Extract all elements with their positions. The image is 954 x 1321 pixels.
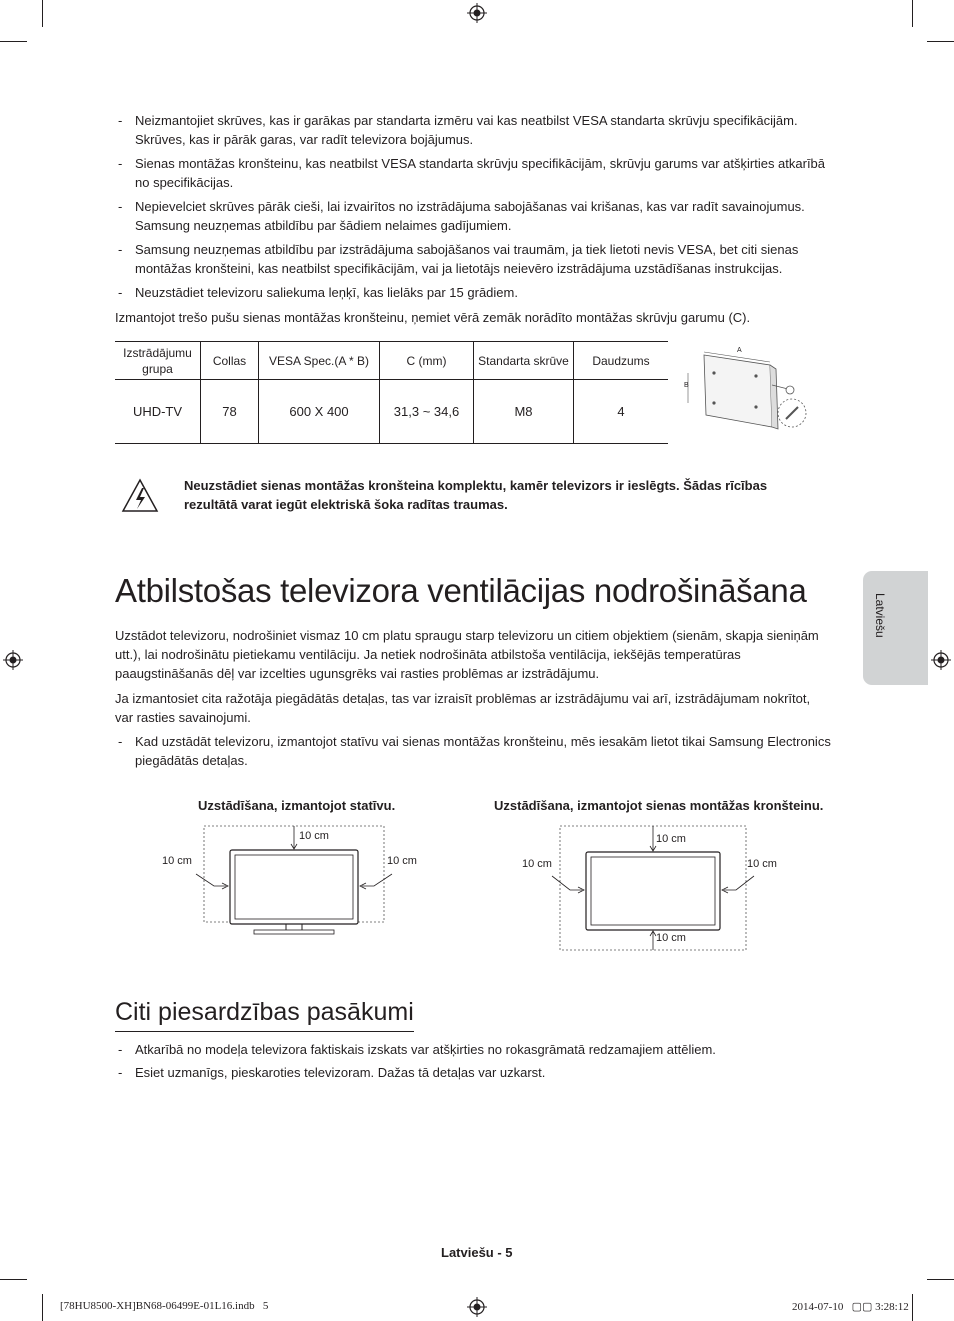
wall-ventilation-diagram xyxy=(520,820,790,955)
table-header-cell: Daudzums xyxy=(574,342,669,380)
gap-label: 10 cm xyxy=(656,833,686,845)
table-cell: 78 xyxy=(201,380,259,444)
crop-mark xyxy=(912,1294,913,1321)
list-item: - Samsung neuzņemas atbildību par izstrādājuma sabojāšanos vai traumām, ja tiek lietoti nevis VESA, bet citi sienas montāžas kronšteini, kas neatbilst specifikācijām, vai ja lietotājs neievēro izstrādājuma uzstādīšanas instrukcijas. xyxy=(118,240,838,278)
table-header-cell: Izstrādājumu grupa xyxy=(115,342,201,380)
gap-label: 10 cm xyxy=(162,855,192,867)
wall-mount-diagram xyxy=(680,343,815,438)
diagram-label-b: B xyxy=(684,382,689,389)
crop-mark xyxy=(0,41,27,42)
table-cell: 4 xyxy=(574,380,669,444)
ventilation-paragraph: Ja izmantosiet cita ražotāja piegādātās detaļas, tas var izraisīt problēmas ar izstrādājumu vai arī, izstrādājumam nokrītot, var rasties savainojumi. xyxy=(115,691,811,725)
crop-mark xyxy=(0,1279,27,1280)
page-number: Latviešu - 5 xyxy=(441,1245,513,1260)
list-item: - Neizmantojiet skrūves, kas ir garākas par standarta izmēru vai kas neatbilst VESA standarta skrūvju specifikācijām. Skrūves, kas ir pārāk garas, var radīt televizora bojājumus. xyxy=(118,111,838,149)
list-item-text: Esiet uzmanīgs, pieskaroties televizoram. Dažas tā detaļas var uzkarst. xyxy=(135,1065,546,1080)
registration-mark-icon xyxy=(3,650,23,670)
stand-ventilation-diagram xyxy=(160,820,430,945)
gap-label: 10 cm xyxy=(656,932,686,944)
ventilation-paragraph: Uzstādot televizoru, nodrošiniet vismaz 10 cm platu spraugu starp televizoru un citiem objektiem (sienām, skapja sieniņām utt.), lai nodrošinātu pietiekamu ventilāciju. Ja netiek nodrošināta atbilstoša ventilācija, iekšējās temperatūras paaugstināšanās dēļ var izcelties ugunsgrēks vai rasties problēmas ar izstrādājumu. xyxy=(115,628,819,681)
warning-shock-icon xyxy=(121,478,159,513)
section-title: Citi piesardzības pasākumi xyxy=(115,998,414,1032)
crop-mark xyxy=(42,0,43,27)
caption-stand: Uzstādīšana, izmantojot statīvu. xyxy=(198,798,396,813)
table-header-cell: Collas xyxy=(201,342,259,380)
list-item-text: Nepievelciet skrūves pārāk cieši, lai izvairītos no izstrādājuma sabojāšanas vai krišanas, kas var radīt savainojumus. Samsung neuzņemas atbildību par šādiem nelaimes gadījumiem. xyxy=(135,199,805,233)
crop-mark xyxy=(912,0,913,27)
list-item-text: Sienas montāžas kronšteinu, kas neatbilst VESA standarta skrūvju specifikācijām, skrūvju garums var atšķirties atkarībā no specifikācijas. xyxy=(135,156,826,190)
table-cell: M8 xyxy=(474,380,574,444)
warning-text: Neuzstādiet sienas montāžas kronšteina komplektu, kamēr televizors ir ieslēgts. Šādas rīcības rezultātā varat iegūt elektriskā šoka radītas traumas. xyxy=(184,478,768,512)
gap-label: 10 cm xyxy=(387,855,417,867)
list-item: - Atkarībā no modeļa televizora faktiskais izskats var atšķirties no rokasgrāmatā redzamajiem attēliem. xyxy=(118,1040,838,1059)
list-item: - Kad uzstādāt televizoru, izmantojot statīvu vai sienas montāžas kronšteinu, mēs iesakām lietot tikai Samsung Electronics piegādātās detaļas. xyxy=(118,732,838,770)
diagram-label-a: A xyxy=(737,347,742,354)
table-row xyxy=(115,380,668,444)
list-item: - Sienas montāžas kronšteinu, kas neatbilst VESA standarta skrūvju specifikācijām, skrūvju garums var atšķirties atkarībā no specifikācijas. xyxy=(118,154,838,192)
spec-table xyxy=(115,341,668,444)
language-tab-label: Latviešu xyxy=(873,593,887,638)
list-item-text: Kad uzstādāt televizoru, izmantojot statīvu vai sienas montāžas kronšteinu, mēs iesakām lietot tikai Samsung Electronics piegādātās detaļas. xyxy=(135,734,831,768)
section-title: Atbilstošas televizora ventilācijas nodrošināšana xyxy=(115,572,807,609)
crop-mark xyxy=(927,41,954,42)
intro-note: Izmantojot trešo pušu sienas montāžas kronšteinu, ņemiet vērā zemāk norādīto montāžas skrūvju garumu (C). xyxy=(115,310,751,325)
registration-mark-icon xyxy=(467,3,487,23)
table-cell: UHD-TV xyxy=(115,380,201,444)
list-item-text: Neuzstādiet televizoru saliekuma leņķī, kas lielāks par 15 grādiem. xyxy=(135,285,518,300)
table-header-row xyxy=(115,342,668,380)
list-item-text: Samsung neuzņemas atbildību par izstrādājuma sabojāšanos vai traumām, ja tiek lietoti nevis VESA, bet citi sienas montāžas kronšteini, kas neatbilst specifikācijām, vai ja lietotājs neievēro izstrādājuma uzstādīšanas instrukcijas. xyxy=(135,242,799,276)
gap-label: 10 cm xyxy=(747,858,777,870)
list-item-text: Neizmantojiet skrūves, kas ir garākas par standarta izmēru vai kas neatbilst VESA standarta skrūvju specifikācijām. Skrūves, kas ir pārāk garas, var radīt televizora bojājumus. xyxy=(135,113,798,147)
list-item-text: Atkarībā no modeļa televizora faktiskais izskats var atšķirties no rokasgrāmatā redzamajiem attēliem. xyxy=(135,1042,716,1057)
gap-label: 10 cm xyxy=(299,830,329,842)
list-item: - Esiet uzmanīgs, pieskaroties televizoram. Dažas tā detaļas var uzkarst. xyxy=(118,1063,838,1082)
list-item: - Nepievelciet skrūves pārāk cieši, lai izvairītos no izstrādājuma sabojāšanas vai krišanas, kas var radīt savainojumus. Samsung neuzņemas atbildību par šādiem nelaimes gadījumiem. xyxy=(118,197,838,235)
caption-wall: Uzstādīšana, izmantojot sienas montāžas kronšteinu. xyxy=(494,798,824,813)
language-tab xyxy=(863,571,928,685)
print-slug-right: 2014-07-10 ▢▢ 3:28:12 xyxy=(792,1301,909,1313)
table-cell: 31,3 ~ 34,6 xyxy=(380,380,474,444)
crop-mark xyxy=(42,1294,43,1321)
table-cell: 600 X 400 xyxy=(259,380,380,444)
crop-mark xyxy=(927,1279,954,1280)
registration-mark-icon xyxy=(467,1297,487,1317)
table-header-cell: C (mm) xyxy=(380,342,474,380)
registration-mark-icon xyxy=(931,650,951,670)
table-header-cell: VESA Spec.(A * B) xyxy=(259,342,380,380)
gap-label: 10 cm xyxy=(522,858,552,870)
table-header-cell: Standarta skrūve xyxy=(474,342,574,380)
print-slug-left: [78HU8500-XH]BN68-06499E-01L16.indb 5 xyxy=(60,1300,269,1312)
list-item: - Neuzstādiet televizoru saliekuma leņķī, kas lielāks par 15 grādiem. xyxy=(118,283,838,302)
